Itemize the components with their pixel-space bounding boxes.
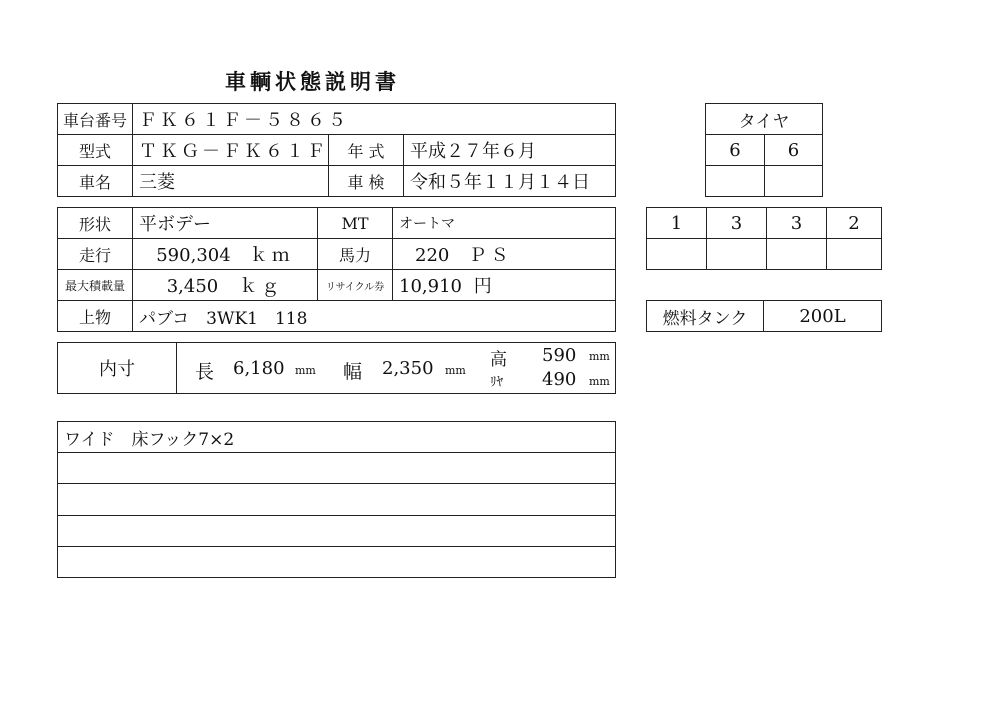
- name-value: 三菱: [133, 166, 329, 197]
- notes-line-2: [58, 453, 616, 484]
- width-unit: mm: [445, 364, 466, 377]
- width-value: 2,350: [382, 358, 434, 379]
- length-value: 6,180: [233, 358, 285, 379]
- recycle-value: 10,910: [399, 276, 462, 297]
- dimensions-table: [57, 342, 616, 394]
- chassis-value: ＦＫ６１Ｆ－５８６５: [133, 104, 616, 135]
- shape-label: 形状: [58, 208, 133, 239]
- tire-empty-right: [765, 166, 823, 197]
- tire-header: タイヤ: [706, 104, 823, 135]
- load-value: 3,450: [166, 276, 219, 297]
- year-label: 年 式: [329, 135, 404, 166]
- height-label: 高: [490, 350, 507, 370]
- tire-blank-3: [767, 239, 827, 270]
- length-label: 長: [195, 361, 215, 383]
- recycle-unit: 円: [473, 276, 492, 297]
- tire-blank-2: [707, 239, 767, 270]
- tire-blank-4: [827, 239, 882, 270]
- tire-cell-3: 3: [767, 208, 827, 239]
- notes-line-4: [58, 515, 616, 546]
- name-label: 車名: [58, 166, 133, 197]
- fuel-label: 燃料タンク: [647, 301, 764, 332]
- inspection-label: 車 検: [329, 166, 404, 197]
- length-unit: mm: [295, 364, 316, 377]
- mileage-unit: ｋｍ: [249, 245, 294, 266]
- tire-cell-4: 2: [827, 208, 882, 239]
- model-value: ＴＫＧ－ＦＫ６１Ｆ: [133, 135, 329, 166]
- rear-unit: mm: [589, 375, 610, 388]
- fuel-table: [646, 300, 882, 332]
- notes-table: [57, 421, 616, 578]
- power-unit: ＰＳ: [468, 245, 513, 266]
- recycle-label: リサイクル券: [318, 270, 393, 301]
- tire-front-table: [705, 103, 823, 197]
- upper-value: パブコ 3WK1 118: [133, 301, 616, 332]
- fuel-value: 200L: [764, 301, 882, 332]
- load-cell: [133, 270, 318, 301]
- shape-value: 平ボデー: [133, 208, 318, 239]
- tire-empty-left: [706, 166, 765, 197]
- mt-value: オートマ: [393, 208, 616, 239]
- basic-info-table: [57, 103, 616, 197]
- mileage-cell: [133, 239, 318, 270]
- model-label: 型式: [58, 135, 133, 166]
- dimensions-label: 内寸: [58, 343, 177, 394]
- mileage-label: 走行: [58, 239, 133, 270]
- tire-blank-1: [647, 239, 707, 270]
- upper-label: 上物: [58, 301, 133, 332]
- tire-front-right: 6: [765, 135, 823, 166]
- power-label: 馬力: [318, 239, 393, 270]
- notes-line-5: [58, 546, 616, 577]
- tire-rear-table: [646, 207, 882, 270]
- document-title: 車輌状態説明書: [225, 69, 400, 94]
- rear-value: 490: [542, 369, 577, 390]
- tire-cell-2: 3: [707, 208, 767, 239]
- tire-cell-1: 1: [647, 208, 707, 239]
- mt-label: MT: [318, 208, 393, 239]
- mileage-value: 590,304: [156, 245, 231, 266]
- tire-front-left: 6: [706, 135, 765, 166]
- recycle-cell: [393, 270, 616, 301]
- dimensions-cell: [177, 343, 616, 394]
- notes-line-3: [58, 484, 616, 515]
- chassis-label: 車台番号: [58, 104, 133, 135]
- power-cell: [393, 239, 616, 270]
- inspection-value: 令和５年１１月１４日: [404, 166, 616, 197]
- height-unit: mm: [589, 350, 610, 363]
- power-value: 220: [415, 245, 450, 266]
- load-unit: ｋｇ: [239, 276, 284, 297]
- load-label: 最大積載量: [58, 270, 133, 301]
- notes-line-1: ワイド 床フック7×2: [58, 422, 616, 453]
- rear-label: ﾘﾔ: [490, 375, 503, 390]
- year-value: 平成２７年６月: [404, 135, 616, 166]
- spec-table: [57, 207, 616, 332]
- width-label: 幅: [343, 361, 363, 383]
- height-value: 590: [542, 345, 577, 366]
